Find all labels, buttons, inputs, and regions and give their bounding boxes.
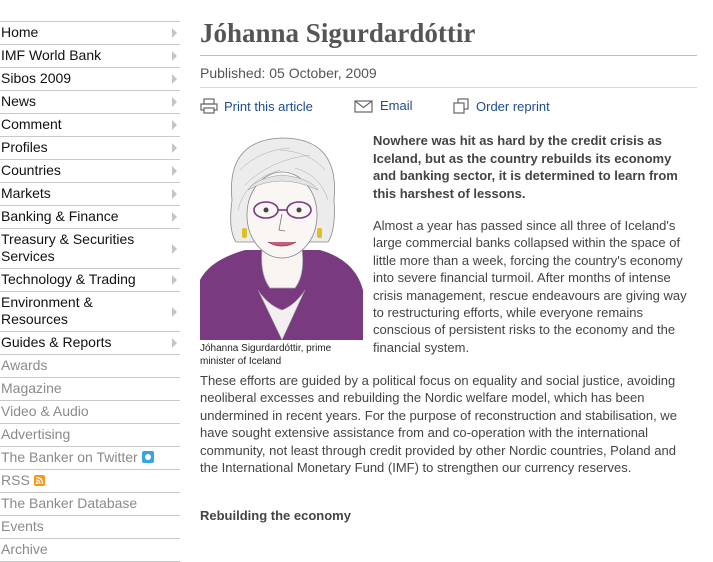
chevron-right-icon [172,143,177,153]
nav-item-label: News [1,93,37,109]
portrait-illustration [200,130,363,340]
nav-item-archive[interactable] [0,539,180,562]
nav-item-label: RSS [1,472,30,488]
nav-item-label: Treasury & Securities Services [1,231,135,264]
nav-item-label: Sibos 2009 [1,70,72,86]
nav-item-environment-and-resources[interactable] [0,292,180,332]
envelope-icon [354,99,374,113]
chevron-right-icon [172,189,177,199]
sidebar-nav [0,22,180,562]
nav-item-video-and-audio[interactable] [0,401,180,424]
email-label: Email [380,98,413,113]
nav-item-label: Home [1,24,39,40]
nav-item-rss[interactable] [0,470,180,493]
nav-item-profiles[interactable] [0,137,180,160]
article-paragraph: Almost a year has passed since all three of Iceland's large commercial banks collapsed within the space of little more than a week, forcing the country's economy into severe financial turmoil. After months of intense crisis management, rescue endeavours are giving way to restructuring efforts, while everyone remains conscious of persistent risks to the economy and the financial system. [373,218,687,355]
copy-icon [452,98,470,114]
nav-item-advertising[interactable] [0,424,180,447]
nav-item-label: Profiles [1,139,48,155]
nav-item-label: The Banker Database [1,495,138,511]
chevron-right-icon [172,74,177,84]
nav-item-the-banker-on-twitter[interactable] [0,447,180,470]
nav-item-events[interactable] [0,516,180,539]
nav-item-label: Archive [1,541,48,557]
nav-item-awards[interactable] [0,355,180,378]
chevron-right-icon [172,212,177,222]
rss-icon [34,475,45,486]
article-tools [200,98,697,120]
chevron-right-icon [172,244,177,254]
nav-item-the-banker-database[interactable] [0,493,180,516]
chevron-right-icon [172,51,177,61]
nav-item-label: Comment [1,116,62,132]
article [200,0,697,523]
article-lead: Nowhere was hit as hard by the credit crisis as Iceland, but as the country rebuilds its economy and banking sector, it is determined to learn from this harshest of lessons. [373,133,678,201]
article-title: Jóhanna Sigurdardóttir [200,16,697,56]
chevron-right-icon [172,120,177,130]
nav-item-label: Advertising [1,426,71,442]
nav-item-label: Events [1,518,44,534]
print-article-label: Print this article [224,98,313,114]
print-article-link[interactable] [200,98,313,114]
nav-item-guides-and-reports[interactable] [0,332,180,355]
printer-icon [200,98,218,114]
nav-item-label: The Banker on Twitter [1,449,138,465]
nav-item-sibos-2009[interactable] [0,68,180,91]
nav-item-news[interactable] [0,91,180,114]
chevron-right-icon [172,97,177,107]
nav-item-banking-and-finance[interactable] [0,206,180,229]
nav-item-markets[interactable] [0,183,180,206]
nav-item-label: Guides & Reports [1,334,112,350]
twitter-icon [142,451,154,463]
published-date: Published: 05 October, 2009 [200,65,697,88]
nav-item-label: Countries [1,162,61,178]
chevron-right-icon [172,307,177,317]
section-heading: Rebuilding the economy [200,508,351,523]
chevron-right-icon [172,338,177,348]
nav-item-imf-world-bank[interactable] [0,45,180,68]
nav-item-label: Markets [1,185,51,201]
email-link[interactable] [354,98,413,113]
portrait-caption: Jóhanna Sigurdardóttir, prime minister of Iceland [200,343,332,367]
article-paragraph: These efforts are guided by a political focus on equality and social justice, avoiding neoliberal excesses and rebuilding the Nordic welfare model, which has been undermined in recent years. For the purpose of reconstruction and stabilisation, we have sought extensive assistance from and co-operation with the international community, not least through credit provided by other Nordic countries, Poland and the International Monetary Fund (IMF) to strengthen our currency reserves. [200,373,677,476]
nav-item-label: Video & Audio [1,403,89,419]
nav-item-label: Magazine [1,380,62,396]
order-reprint-link[interactable] [452,98,550,114]
nav-item-home[interactable] [0,22,180,45]
order-reprint-label: Order reprint [476,98,550,114]
chevron-right-icon [172,28,177,38]
nav-item-label: Banking & Finance [1,208,119,224]
chevron-right-icon [172,275,177,285]
nav-item-comment[interactable] [0,114,180,137]
nav-item-label: Environment & Resources [1,294,93,327]
chevron-right-icon [172,166,177,176]
nav-item-label: Awards [1,357,48,373]
nav-item-label: Technology & Trading [1,271,136,287]
nav-item-treasury-and-securities-services[interactable] [0,229,180,269]
nav-item-magazine[interactable] [0,378,180,401]
nav-item-technology-and-trading[interactable] [0,269,180,292]
nav-item-countries[interactable] [0,160,180,183]
nav-item-label: IMF World Bank [1,47,102,63]
